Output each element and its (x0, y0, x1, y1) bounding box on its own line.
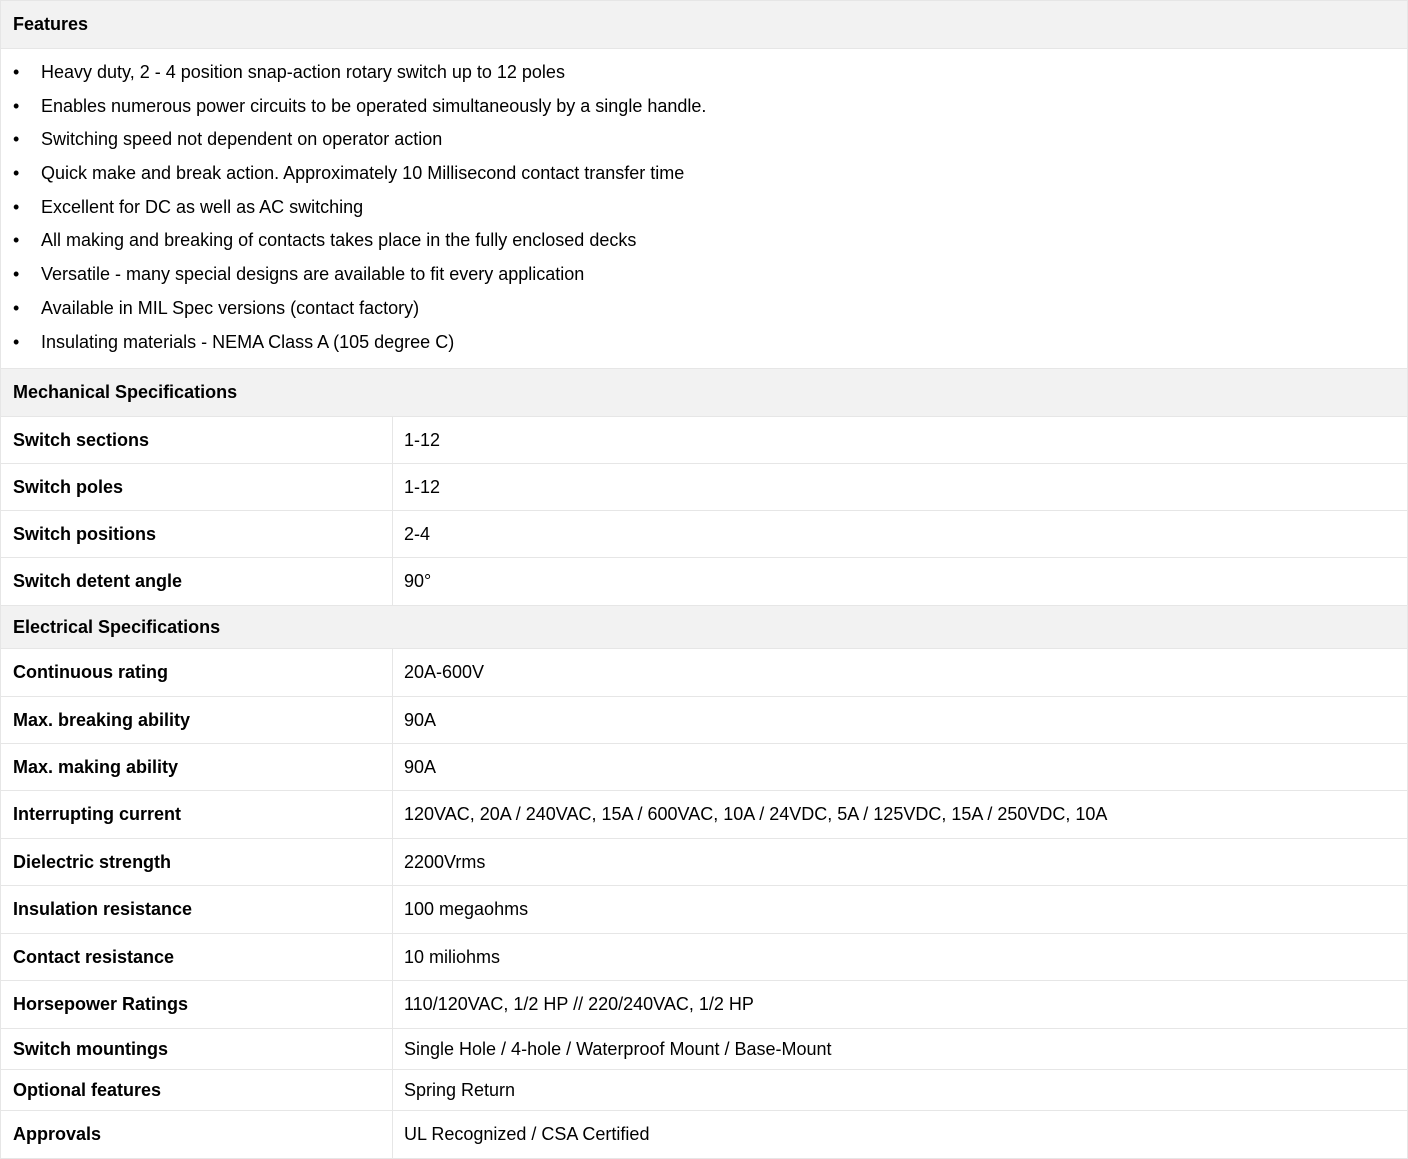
feature-item (1, 127, 1407, 161)
spec-value: 90A (393, 697, 1408, 744)
bullet-icon: • (13, 62, 20, 82)
bullet-icon: • (13, 331, 20, 352)
spec-value: 90A (393, 744, 1408, 791)
bullet-icon: • (13, 129, 20, 150)
feature-item (1, 195, 1407, 229)
table-row (1, 934, 1408, 981)
spec-label: Insulation resistance (1, 886, 393, 934)
spec-value: 2-4 (393, 511, 1408, 558)
feature-item (1, 161, 1407, 195)
electrical-title: Electrical Specifications (1, 606, 1408, 649)
features-cell (1, 49, 1408, 369)
table-row (1, 464, 1408, 511)
spec-value: 120VAC, 20A / 240VAC, 15A / 600VAC, 10A / 24VDC, 5A / 125VDC, 15A / 250VDC, 10A (393, 791, 1408, 839)
table-row (1, 649, 1408, 697)
bullet-icon: • (13, 297, 20, 318)
feature-item (1, 330, 1407, 364)
spec-label: Dielectric strength (1, 839, 393, 886)
electrical-section-header (1, 606, 1408, 649)
table-row (1, 744, 1408, 791)
spec-value: UL Recognized / CSA Certified (393, 1111, 1408, 1159)
spec-label: Switch positions (1, 511, 393, 558)
spec-value: 20A-600V (393, 649, 1408, 697)
table-row (1, 791, 1408, 839)
spec-label: Max. breaking ability (1, 697, 393, 744)
feature-item (1, 296, 1407, 330)
features-section-header (1, 1, 1408, 49)
spec-label: Horsepower Ratings (1, 981, 393, 1029)
feature-item (1, 228, 1407, 262)
feature-item (1, 94, 1407, 128)
bullet-icon: • (13, 196, 20, 217)
table-row (1, 417, 1408, 464)
spec-value: 110/120VAC, 1/2 HP // 220/240VAC, 1/2 HP (393, 981, 1408, 1029)
bullet-icon: • (13, 95, 20, 116)
feature-text: Available in MIL Spec versions (contact factory) (41, 297, 420, 318)
table-row (1, 1070, 1408, 1111)
spec-value: 100 megaohms (393, 886, 1408, 934)
bullet-icon: • (13, 230, 20, 251)
feature-text: Versatile - many special designs are available to fit every application (41, 264, 585, 285)
spec-label: Continuous rating (1, 649, 393, 697)
spec-label: Switch poles (1, 464, 393, 511)
feature-item (1, 60, 1407, 94)
feature-text: All making and breaking of contacts takes place in the fully enclosed decks (41, 230, 637, 251)
spec-value: 10 miliohms (393, 934, 1408, 981)
spec-value: 2200Vrms (393, 839, 1408, 886)
feature-text: Switching speed not dependent on operator action (41, 129, 443, 150)
spec-label: Switch sections (1, 417, 393, 464)
spec-value: 1-12 (393, 417, 1408, 464)
spec-label: Optional features (1, 1070, 393, 1111)
spec-label: Interrupting current (1, 791, 393, 839)
feature-text: Heavy duty, 2 - 4 position snap-action rotary switch up to 12 poles (41, 62, 565, 82)
bullet-icon: • (13, 163, 20, 184)
table-row (1, 886, 1408, 934)
mechanical-title: Mechanical Specifications (1, 369, 1408, 417)
spec-value: 1-12 (393, 464, 1408, 511)
feature-text: Excellent for DC as well as AC switching (41, 196, 364, 217)
table-row (1, 1111, 1408, 1159)
feature-text: Insulating materials - NEMA Class A (105 degree C) (41, 331, 455, 352)
table-row (1, 511, 1408, 558)
feature-item (1, 262, 1407, 296)
feature-text: Quick make and break action. Approximately 10 Millisecond contact transfer time (41, 163, 685, 184)
spec-value: Spring Return (393, 1070, 1408, 1111)
feature-text: Enables numerous power circuits to be operated simultaneously by a single handle. (41, 95, 707, 116)
spec-label: Max. making ability (1, 744, 393, 791)
spec-label: Switch detent angle (1, 558, 393, 606)
table-row (1, 981, 1408, 1029)
table-row (1, 839, 1408, 886)
bullet-icon: • (13, 264, 20, 285)
spec-value: Single Hole / 4-hole / Waterproof Mount / Base-Mount (393, 1029, 1408, 1070)
features-title: Features (1, 1, 1408, 49)
table-row (1, 697, 1408, 744)
table-row (1, 558, 1408, 606)
table-row (1, 1029, 1408, 1070)
features-list (1, 49, 1407, 368)
spec-label: Approvals (1, 1111, 393, 1159)
spec-label: Contact resistance (1, 934, 393, 981)
mechanical-section-header (1, 369, 1408, 417)
spec-value: 90° (393, 558, 1408, 606)
features-row (1, 49, 1408, 369)
spec-label: Switch mountings (1, 1029, 393, 1070)
